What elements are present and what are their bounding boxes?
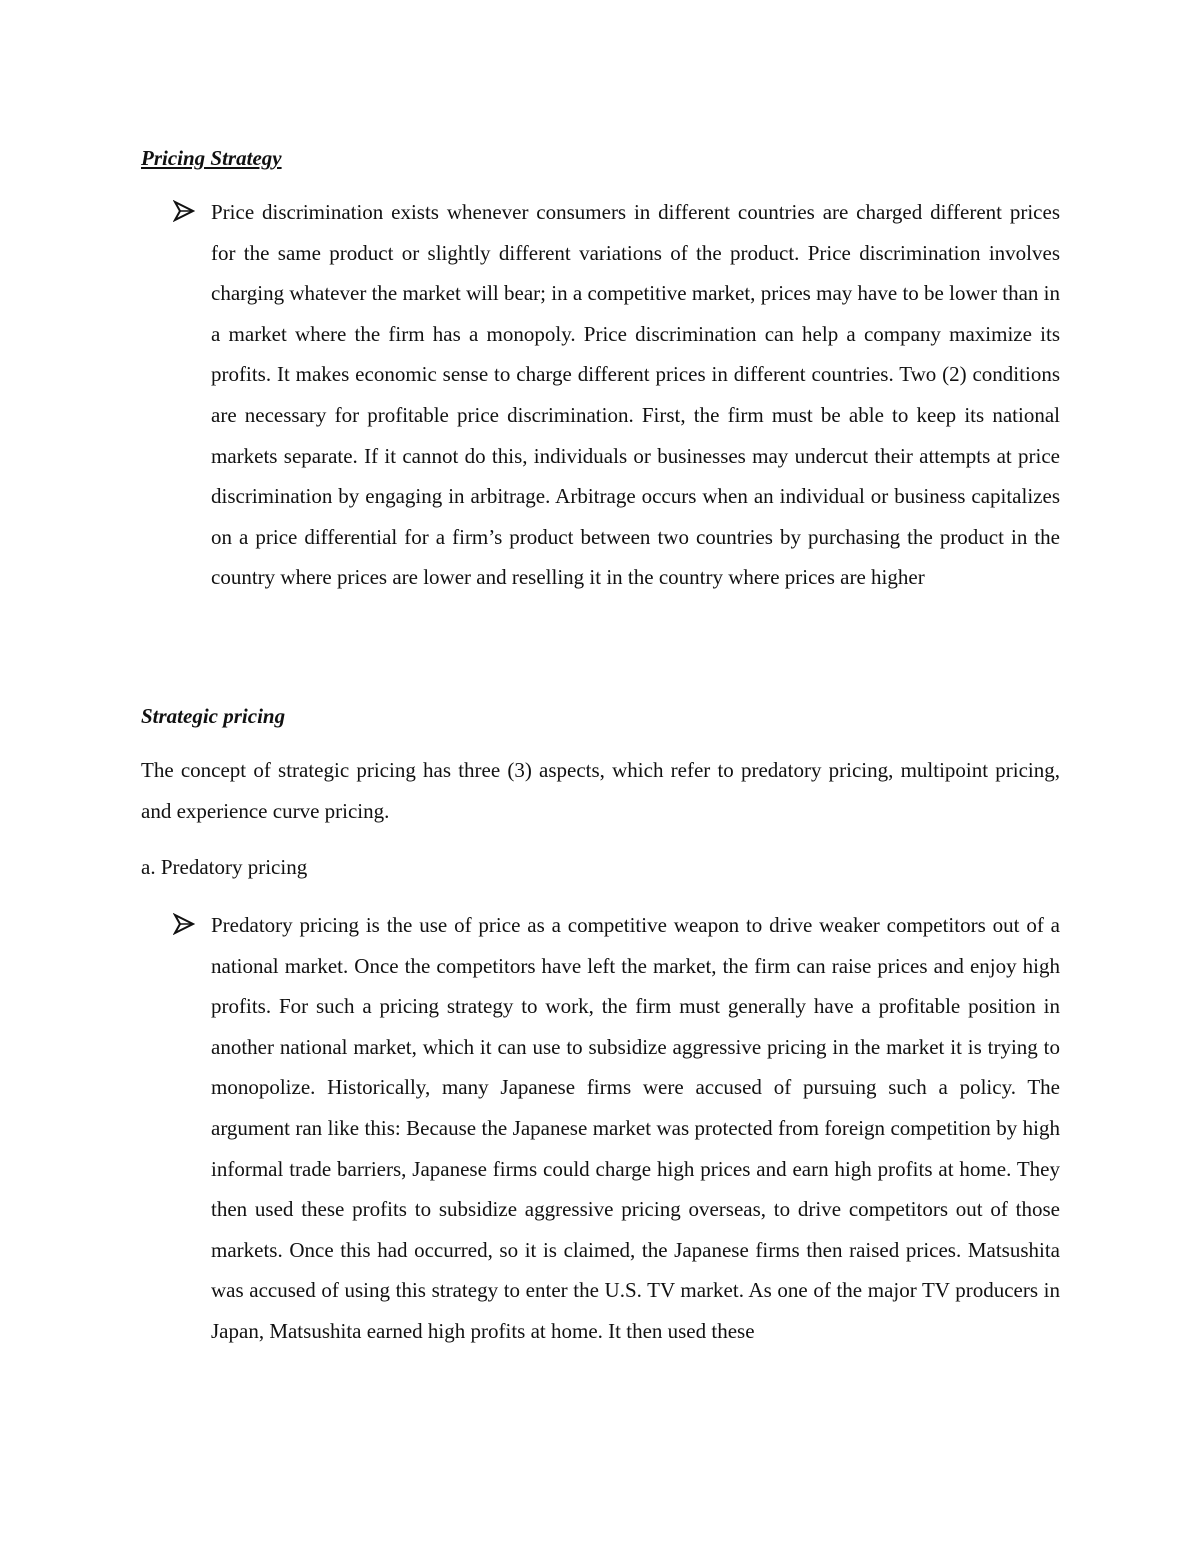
bullet-text-price-discrimination: Price discrimination exists whenever consumers in different countries are charged different prices for the same product or slightly different variations of the product. Price discrimination involves charging whatever the market will bear; in a competitive market, prices may have to be lower than in a market where the firm has a monopoly. Price discrimination can help a company maximize its profits. It makes economic sense to charge different prices in different countries. Two (2) conditions are necessary for profitable price discrimination. First, the firm must be able to keep its national markets separate. If it cannot do this, individuals or businesses may undercut their attempts at price discrimination by engaging in arbitrage. Arbitrage occurs when an individual or business capitalizes on a price differential for a firm’s product between two countries by purchasing the product in the country where prices are lower and reselling it in the country where prices are higher <box>211 200 1060 590</box>
bullet-text-predatory-pricing: Predatory pricing is the use of price as a competitive weapon to drive weaker competitors out of a national market. Once the competitors have left the market, the firm can raise prices and enjoy high profits. For such a pricing strategy to work, the firm must generally have a profitable position in another national market, which it can use to subsidize aggressive pricing in the market it is trying to monopolize. Historically, many Japanese firms were accused of pursuing such a policy. The argument ran like this: Because the Japanese market was protected from foreign competition by high informal trade barriers, Japanese firms could charge high prices and earn high profits at home. They then used these profits to subsidize aggressive pricing overseas, to drive competitors out of those markets. Once this had occurred, so it is claimed, the Japanese firms then raised prices. Matsushita was accused of using this strategy to enter the U.S. TV market. As one of the major TV producers in Japan, Matsushita earned high profits at home. It then used these <box>211 913 1060 1343</box>
intro-paragraph: The concept of strategic pricing has three (3) aspects, which refer to predatory pricing, multipoint pricing, and experience curve pricing. <box>141 758 1060 823</box>
section-heading-pricing-strategy: Pricing Strategy <box>141 146 282 170</box>
arrowhead-bullet-icon <box>173 200 195 222</box>
bullet-item <box>173 905 1060 1352</box>
arrowhead-bullet-icon <box>173 913 195 935</box>
bullet-item <box>173 192 1060 598</box>
subheading-predatory-pricing: a. Predatory pricing <box>141 855 308 879</box>
section-heading-strategic-pricing: Strategic pricing <box>141 704 286 728</box>
